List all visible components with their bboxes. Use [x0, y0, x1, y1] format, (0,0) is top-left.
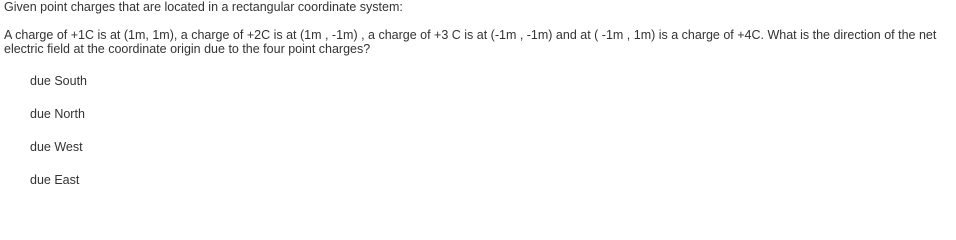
answer-options	[30, 74, 87, 206]
option-due-north[interactable]: due North	[30, 107, 85, 121]
question-text: A charge of +1C is at (1m, 1m), a charge of +2C is at (1m , -1m) , a charge of +3 C is at (-1m , -1m) and at ( -1m , 1m) is a charge of +4C. What is the direction of the net electric field at the coordinate origin due to the four point charges?	[4, 28, 937, 56]
option-due-east[interactable]: due East	[30, 173, 80, 187]
option-due-west[interactable]: due West	[30, 140, 83, 154]
option-due-south[interactable]: due South	[30, 74, 87, 88]
question-intro: Given point charges that are located in a rectangular coordinate system:	[4, 0, 403, 14]
